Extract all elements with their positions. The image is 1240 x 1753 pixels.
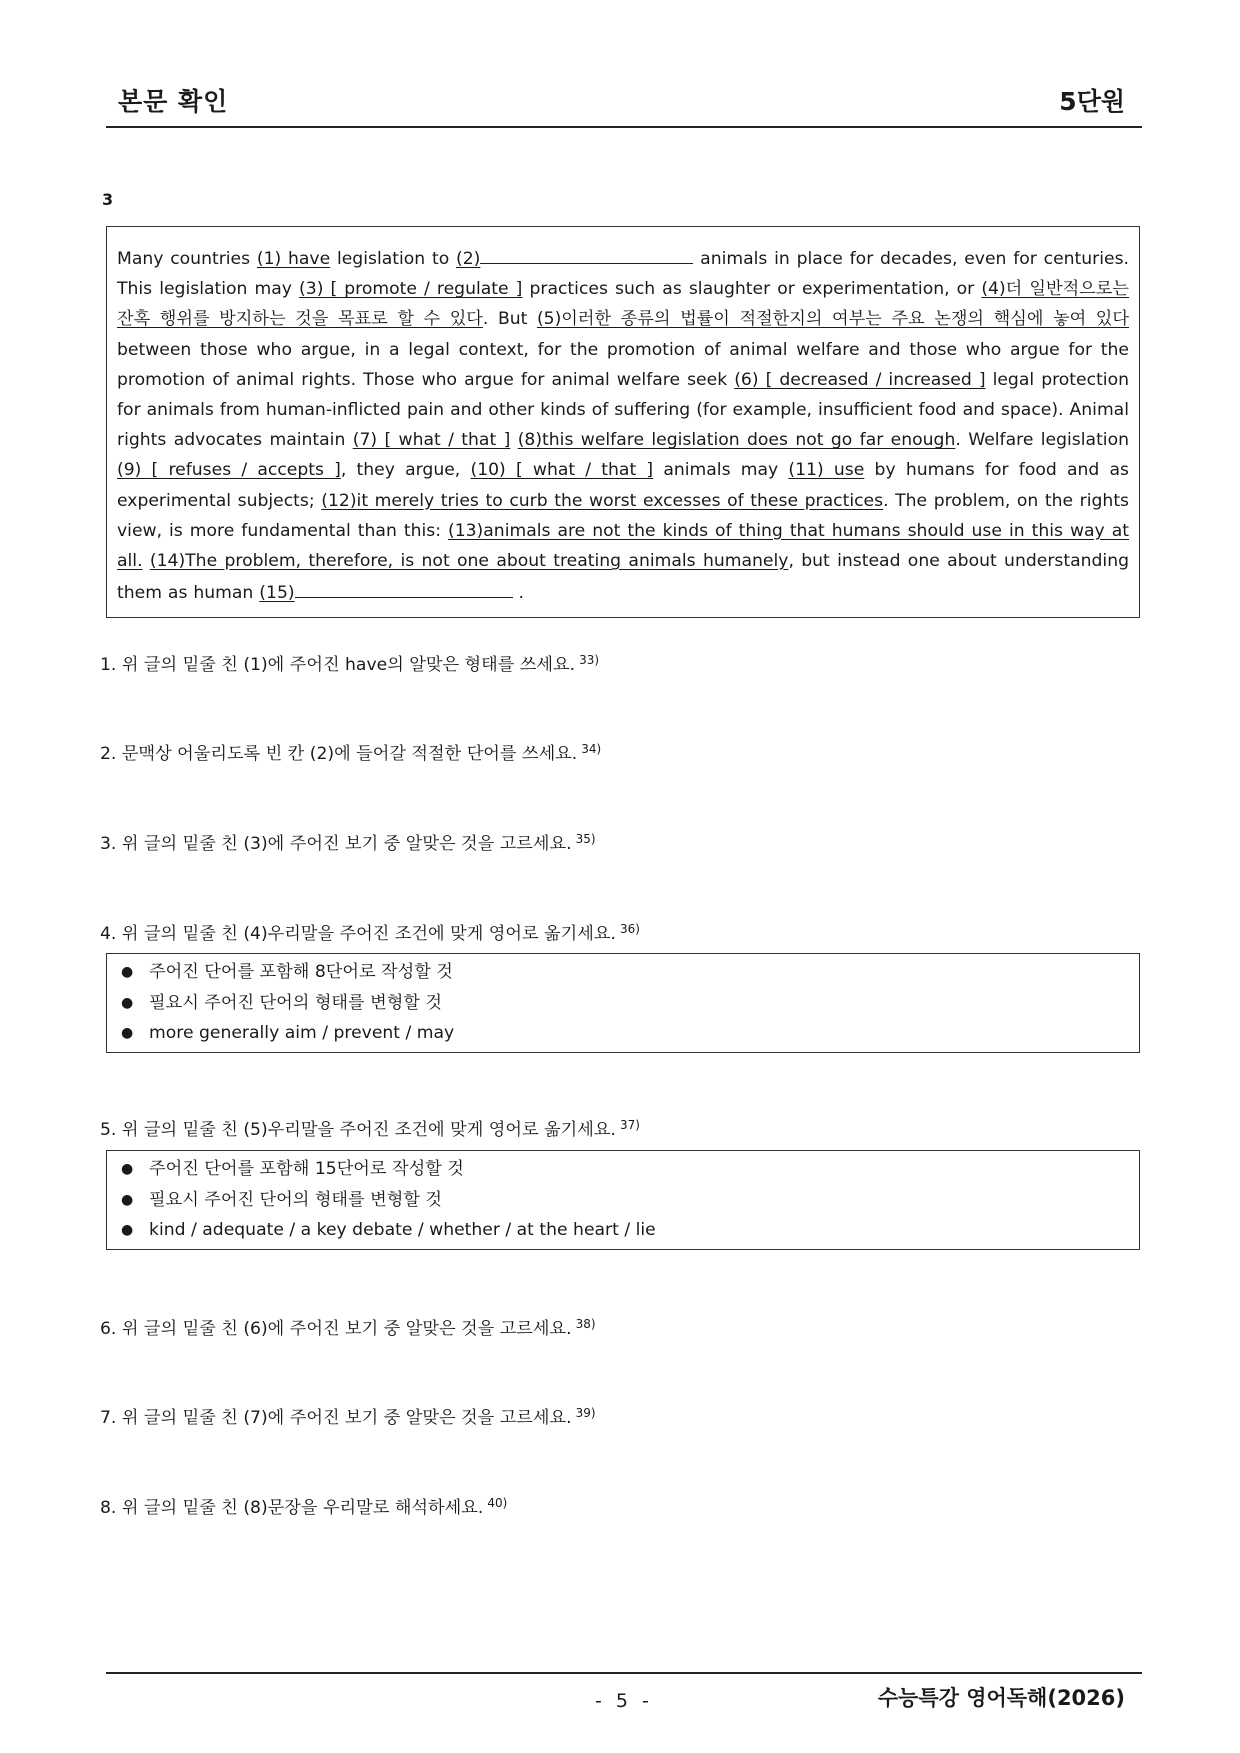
- condition-item: [121, 1018, 1129, 1049]
- passage-text: . But: [482, 309, 537, 330]
- page-title: 본문 확인: [118, 87, 229, 116]
- question-text: 7. 위 글의 밑줄 친 (7)에 주어진 보기 중 알맞은 것을 고르세요.: [100, 1408, 572, 1428]
- question-3: [100, 827, 596, 856]
- underlined-item-10: (10) [ what / that ]: [470, 460, 654, 481]
- underlined-item-11: (11) use: [788, 460, 865, 481]
- blank-15: [295, 576, 513, 598]
- endnote-ref: 33): [579, 653, 600, 667]
- bullet-icon: ●: [121, 1025, 134, 1041]
- endnote-ref: 36): [619, 922, 640, 936]
- underlined-item-14: (14)The problem, therefore, is not one about treating animals humanely: [149, 551, 789, 572]
- bullet-icon: ●: [121, 964, 134, 980]
- passage-text: . The problem, on the rights view, is more fundamental than this:: [117, 490, 1130, 541]
- passage-text: practices such as slaughter or experimentation, or: [522, 279, 982, 300]
- question-7: [100, 1401, 596, 1430]
- condition-item: [121, 1185, 1129, 1216]
- underlined-item-4: (4)더 일반적으로는 잔혹 행위를 방지하는 것을 목표로 할 수 있다: [117, 279, 1129, 330]
- condition-item: [121, 957, 1129, 988]
- bullet-icon: ●: [121, 1161, 134, 1177]
- question-text: 1. 위 글의 밑줄 친 (1)에 주어진 have의 알맞은 형태를 쓰세요.: [100, 655, 576, 675]
- question-text: 4. 위 글의 밑줄 친 (4)우리말을 주어진 조건에 맞게 영어로 옮기세요.: [100, 924, 616, 944]
- condition-item: [121, 1154, 1129, 1185]
- condition-text: 필요시 주어진 단어의 형태를 변형할 것: [149, 1189, 442, 1210]
- question-2: [100, 737, 601, 766]
- passage-text: between those who argue, in a legal context, for the promotion of animal welfare and those who argue for the promotion of animal rights. Those who argue for animal welfare seek: [117, 339, 1129, 390]
- underlined-item-13: (13)animals are not the kinds of thing that humans should use in this way at all.: [117, 520, 1129, 572]
- underlined-item-9: (9) [ refuses / accepts ]: [117, 460, 341, 481]
- passage-text: Many countries: [117, 249, 257, 269]
- endnote-ref: 40): [487, 1496, 508, 1510]
- passage-text: legislation to: [330, 249, 457, 269]
- passage-text: [510, 430, 517, 450]
- blank-15-label: (15): [259, 583, 295, 604]
- endnote-ref: 37): [619, 1118, 640, 1132]
- endnote-ref: 35): [575, 832, 596, 846]
- question-text: 8. 위 글의 밑줄 친 (8)문장을 우리말로 해석하세요.: [100, 1498, 484, 1518]
- unit-label: 5단원: [1059, 87, 1125, 116]
- condition-text: 주어진 단어를 포함해 8단어로 작성할 것: [149, 962, 453, 982]
- bullet-icon: ●: [121, 1191, 134, 1208]
- passage-text: . Welfare legislation: [955, 430, 1129, 451]
- passage-text: animals may: [653, 460, 789, 481]
- underlined-item-8: (8)this welfare legislation does not go far enough: [517, 430, 956, 451]
- passage-text: legal protection for animals from human-inflicted pain and other kinds of suffering (for example, insufficient food and space). Animal rights advocates maintain: [117, 369, 1129, 451]
- question-5: [100, 1113, 640, 1142]
- underlined-item-1: (1) have: [256, 249, 331, 269]
- underlined-item-6: (6) [ decreased / increased ]: [734, 369, 986, 390]
- condition-text: kind / adequate / a key debate / whether / at the heart / lie: [149, 1220, 656, 1240]
- passage-text: .: [512, 583, 525, 604]
- page-number: - 5 -: [595, 1690, 653, 1712]
- question-number: 3: [102, 190, 114, 209]
- passage-text: by humans for food and as experimental subjects;: [117, 460, 1129, 511]
- passage-text: animals in place for decades, even for centuries. This legislation may: [117, 249, 1130, 300]
- underlined-item-7: (7) [ what / that ]: [352, 430, 511, 451]
- question-1: [100, 648, 599, 677]
- blank-2: [480, 242, 693, 264]
- bullet-icon: ●: [121, 1222, 134, 1238]
- question-6: [100, 1312, 596, 1341]
- question-text: 5. 위 글의 밑줄 친 (5)우리말을 주어진 조건에 맞게 영어로 옮기세요.: [100, 1120, 616, 1140]
- question-text: 2. 문맥상 어울리도록 빈 칸 (2)에 들어갈 적절한 단어를 쓰세요.: [100, 744, 578, 764]
- passage-box: [106, 226, 1140, 618]
- condition-text: 주어진 단어를 포함해 15단어로 작성할 것: [149, 1159, 464, 1179]
- header-divider: [106, 126, 1142, 128]
- condition-item: [121, 1215, 1129, 1246]
- question-text: 3. 위 글의 밑줄 친 (3)에 주어진 보기 중 알맞은 것을 고르세요.: [100, 834, 572, 854]
- endnote-ref: 34): [581, 742, 602, 756]
- condition-item: [121, 988, 1129, 1019]
- underlined-item-12: (12)it merely tries to curb the worst excesses of these practices: [321, 490, 884, 511]
- passage-text: , they argue,: [340, 460, 471, 481]
- passage-text: [143, 551, 150, 571]
- condition-text: more generally aim / prevent / may: [149, 1023, 455, 1043]
- condition-text: 필요시 주어진 단어의 형태를 변형할 것: [149, 992, 442, 1013]
- blank-2-label: (2): [456, 249, 481, 269]
- question-4: [100, 917, 640, 946]
- footer-divider: [106, 1672, 1142, 1674]
- passage-text: , but instead one about understanding them as human: [117, 551, 1129, 604]
- underlined-item-5: (5)이러한 종류의 법률이 적절한지의 여부는 주요 논쟁의 핵심에 놓여 있다: [536, 309, 1129, 330]
- question-8: [100, 1491, 507, 1520]
- question-text: 6. 위 글의 밑줄 친 (6)에 주어진 보기 중 알맞은 것을 고르세요.: [100, 1319, 572, 1339]
- underlined-item-3: (3) [ promote / regulate ]: [299, 279, 523, 300]
- book-title: 수능특강 영어독해(2026): [877, 1686, 1125, 1710]
- endnote-ref: 38): [575, 1317, 596, 1331]
- conditions-box-q5: [106, 1150, 1140, 1250]
- bullet-icon: ●: [121, 994, 134, 1011]
- endnote-ref: 39): [575, 1406, 596, 1420]
- conditions-box-q4: [106, 953, 1140, 1053]
